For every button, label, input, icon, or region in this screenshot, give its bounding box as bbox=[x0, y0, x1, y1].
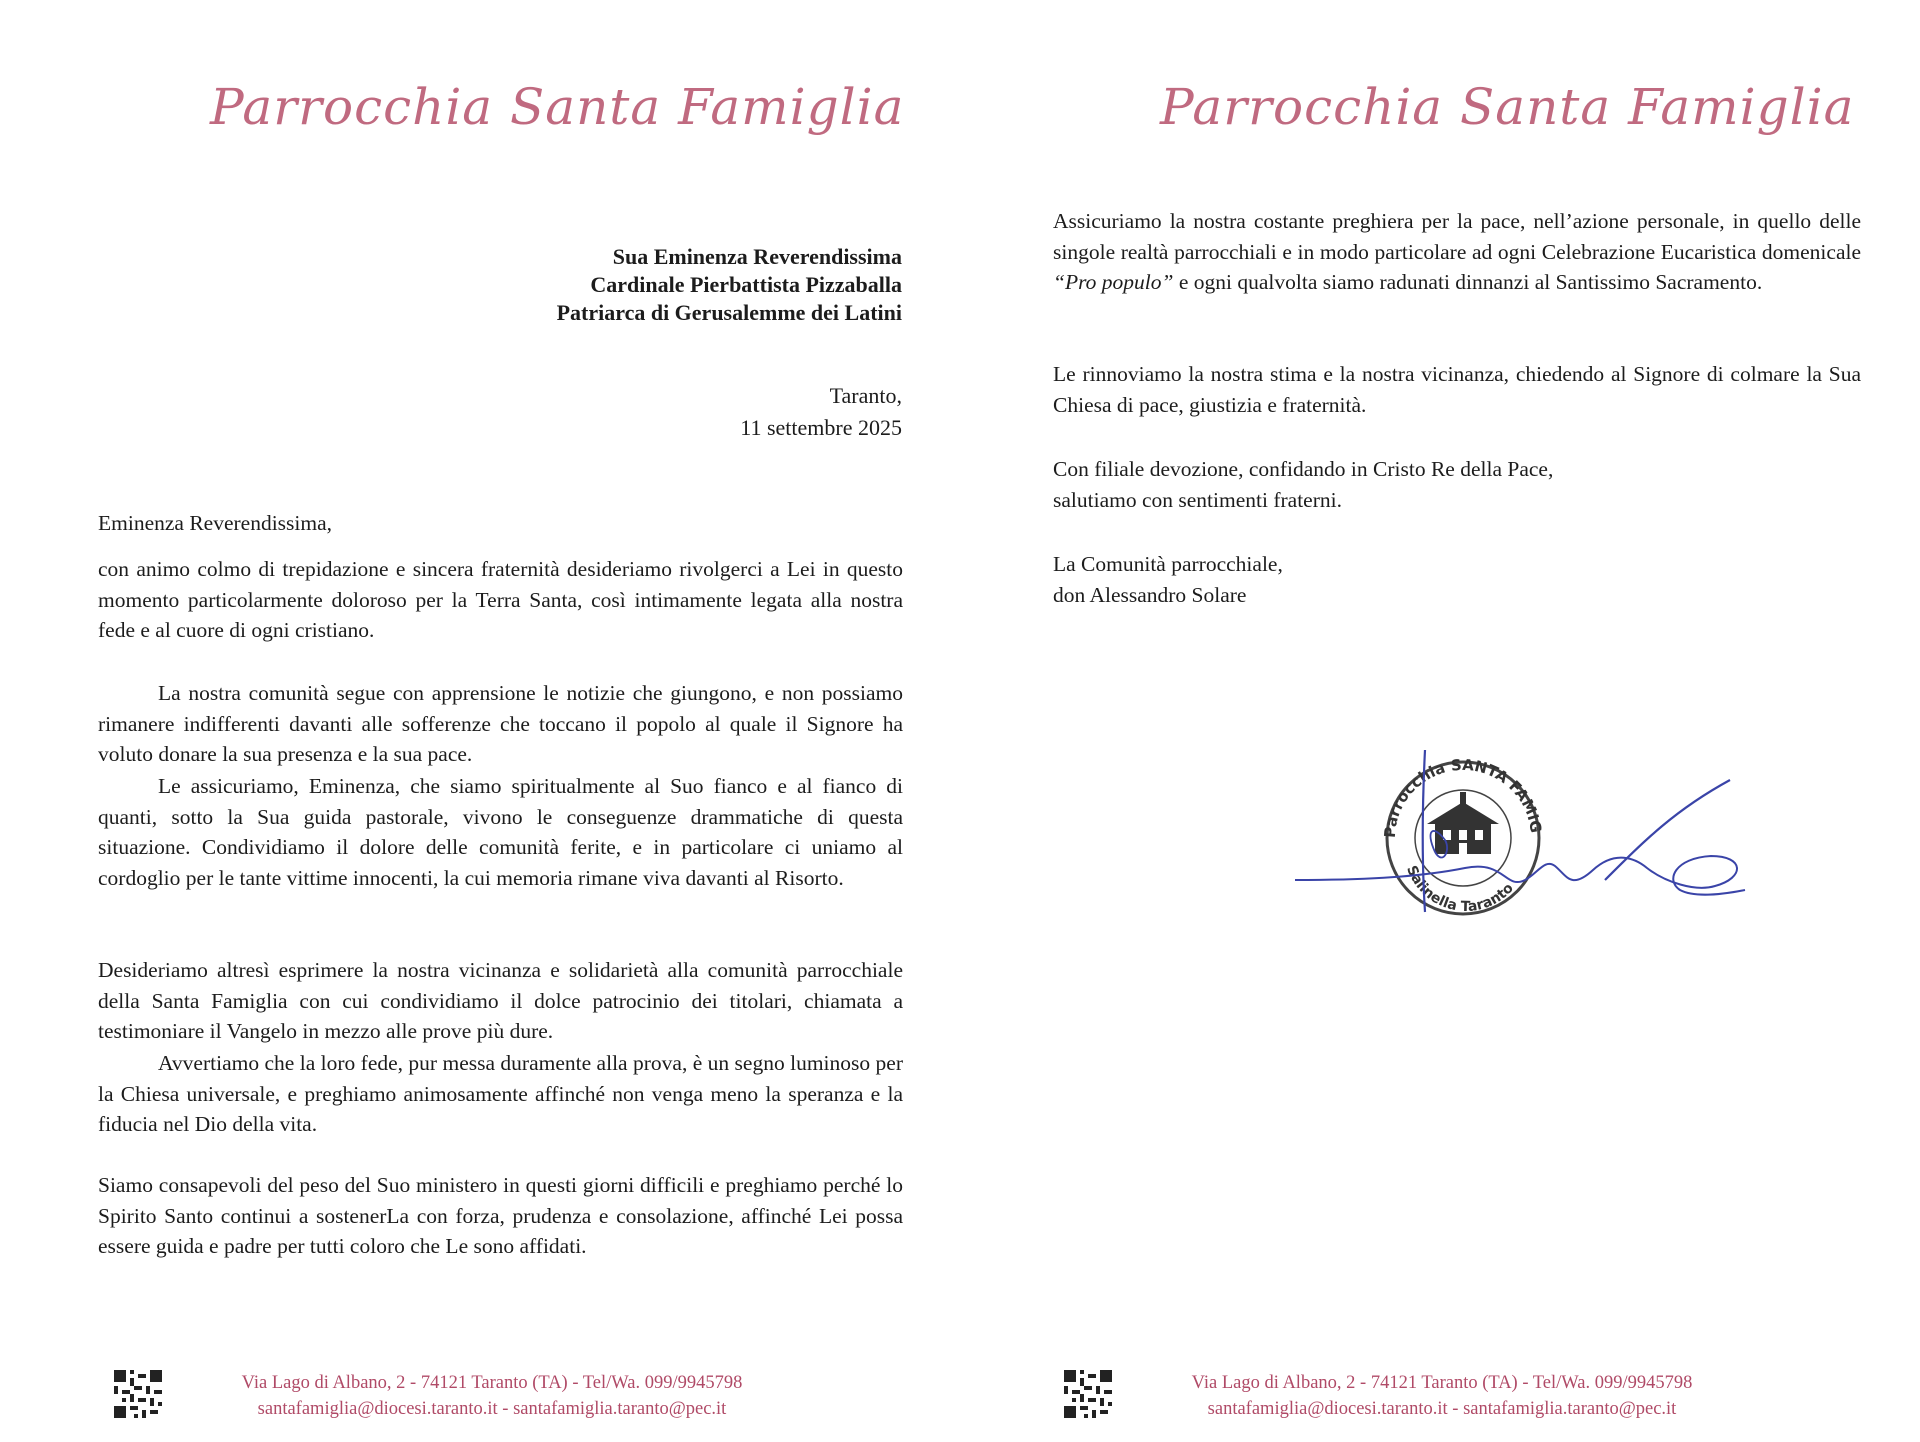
stamp-top-text: Parrocchia SANTA FAMIG bbox=[1380, 755, 1545, 839]
closing-line: Con filiale devozione, confidando in Cristo Re della Pace, bbox=[1053, 457, 1554, 481]
qr-code-icon bbox=[114, 1370, 162, 1418]
letterhead-title: Parrocchia Santa Famiglia bbox=[210, 78, 905, 136]
paragraph bbox=[1053, 206, 1861, 298]
footer-contact bbox=[1122, 1370, 1762, 1422]
letterhead-title: Parrocchia Santa Famiglia bbox=[1160, 78, 1855, 136]
salutation: Eminenza Reverendissima, bbox=[98, 511, 333, 535]
place-date bbox=[740, 380, 902, 444]
stamp-bottom-text: Salinella Taranto bbox=[1403, 863, 1517, 916]
paragraph: con animo colmo di trepidazione e sincera fraternità desideriamo rivolgerci a Lei in questo momento particolarmente doloroso per la Terra Santa, così intimamente legata alla nostra fede e al cuore di ogni cristiano. bbox=[98, 557, 903, 642]
paragraph-text: e ogni qualvolta siamo radunati dinnanzi al Santissimo Sacramento. bbox=[1173, 270, 1763, 294]
footer-contact bbox=[172, 1370, 812, 1422]
recipient-line: Sua Eminenza Reverendissima bbox=[612, 244, 902, 269]
svg-text:Parrocchia SANTA FAMIGLIA bbox=[1275, 740, 1545, 838]
paragraph: La nostra comunità segue con apprensione le notizie che giungono, e non possiamo rimanere indifferenti davanti alle sofferenze che toccano il popolo al quale il Signore ha voluto donare la sua presenza e la sua pace. bbox=[98, 681, 903, 766]
closing-paragraph bbox=[1053, 454, 1861, 515]
sign-off-line: La Comunità parrocchiale, bbox=[1053, 552, 1283, 576]
closing-line: salutiamo con sentimenti fraterni. bbox=[1053, 487, 1342, 512]
paragraph: Siamo consapevoli del peso del Suo ministero in questi giorni difficili e preghiamo perché lo Spirito Santo continui a sostenerLa con forza, prudenza e consolazione, affinché Lei possa essere guida e padre per tutti coloro che Le sono affidati. bbox=[98, 1173, 903, 1258]
date: 11 settembre 2025 bbox=[740, 415, 902, 440]
footer bbox=[960, 1370, 1920, 1430]
footer-address: Via Lago di Albano, 2 - 74121 Taranto (TA) - Tel/Wa. 099/9945798 bbox=[241, 1373, 743, 1393]
pro-populo-text: “Pro populo” bbox=[1053, 270, 1174, 294]
letter-page-2 bbox=[960, 0, 1920, 1442]
qr-code-icon bbox=[1064, 1370, 1112, 1418]
paragraph-text: Assicuriamo la nostra costante preghiera per la pace, nell’azione personale, in quello delle singole realtà parrocchiali e in modo particolare ad ogni Celebrazione Eucaristica domenicale bbox=[1053, 209, 1861, 264]
footer-address: Via Lago di Albano, 2 - 74121 Taranto (TA) - Tel/Wa. 099/9945798 bbox=[1191, 1373, 1693, 1393]
place: Taranto, bbox=[829, 383, 902, 408]
sign-off-line: don Alessandro Solare bbox=[1053, 582, 1247, 607]
footer-emails: santafamiglia@diocesi.taranto.it - santafamiglia.taranto@pec.it bbox=[1207, 1399, 1677, 1419]
parish-stamp bbox=[1275, 740, 1835, 930]
paragraph: Avvertiamo che la loro fede, pur messa duramente alla prova, è un segno luminoso per la Chiesa universale, e preghiamo animosamente affinché non venga meno la speranza e la fiducia nel Dio della vita. bbox=[98, 1051, 903, 1136]
svg-text:Salinella Taranto bbox=[1403, 863, 1517, 915]
recipient-line: Cardinale Pierbattista Pizzaballa bbox=[590, 272, 902, 297]
paragraph: Desideriamo altresì esprimere la nostra vicinanza e solidarietà alla comunità parrocchiale della Santa Famiglia con cui condividiamo il dolce patrocinio dei titolari, chiamata a testimoniare il Vangelo in mezzo alle prove più dure. bbox=[98, 958, 903, 1043]
recipient-line: Patriarca di Gerusalemme dei Latini bbox=[556, 300, 902, 325]
paragraph: Le rinnoviamo la nostra stima e la nostra vicinanza, chiedendo al Signore di colmare la Sua Chiesa di pace, giustizia e fraternità. bbox=[1053, 362, 1861, 417]
footer bbox=[0, 1370, 960, 1430]
recipient-block bbox=[557, 243, 902, 327]
sign-off bbox=[1053, 549, 1861, 610]
footer-emails: santafamiglia@diocesi.taranto.it - santafamiglia.taranto@pec.it bbox=[257, 1399, 727, 1419]
stamp-and-signature bbox=[1275, 740, 1835, 930]
paragraph: Le assicuriamo, Eminenza, che siamo spiritualmente al Suo fianco e al fianco di quanti, sotto la Sua guida pastorale, vivono le conseguenze drammatiche di questa situazione. Condividiamo il dolore delle comunità ferite, e in particolare ci uniamo al cordoglio per le tante vittime innocenti, la cui memoria rimane viva davanti al Risorto. bbox=[98, 774, 903, 890]
